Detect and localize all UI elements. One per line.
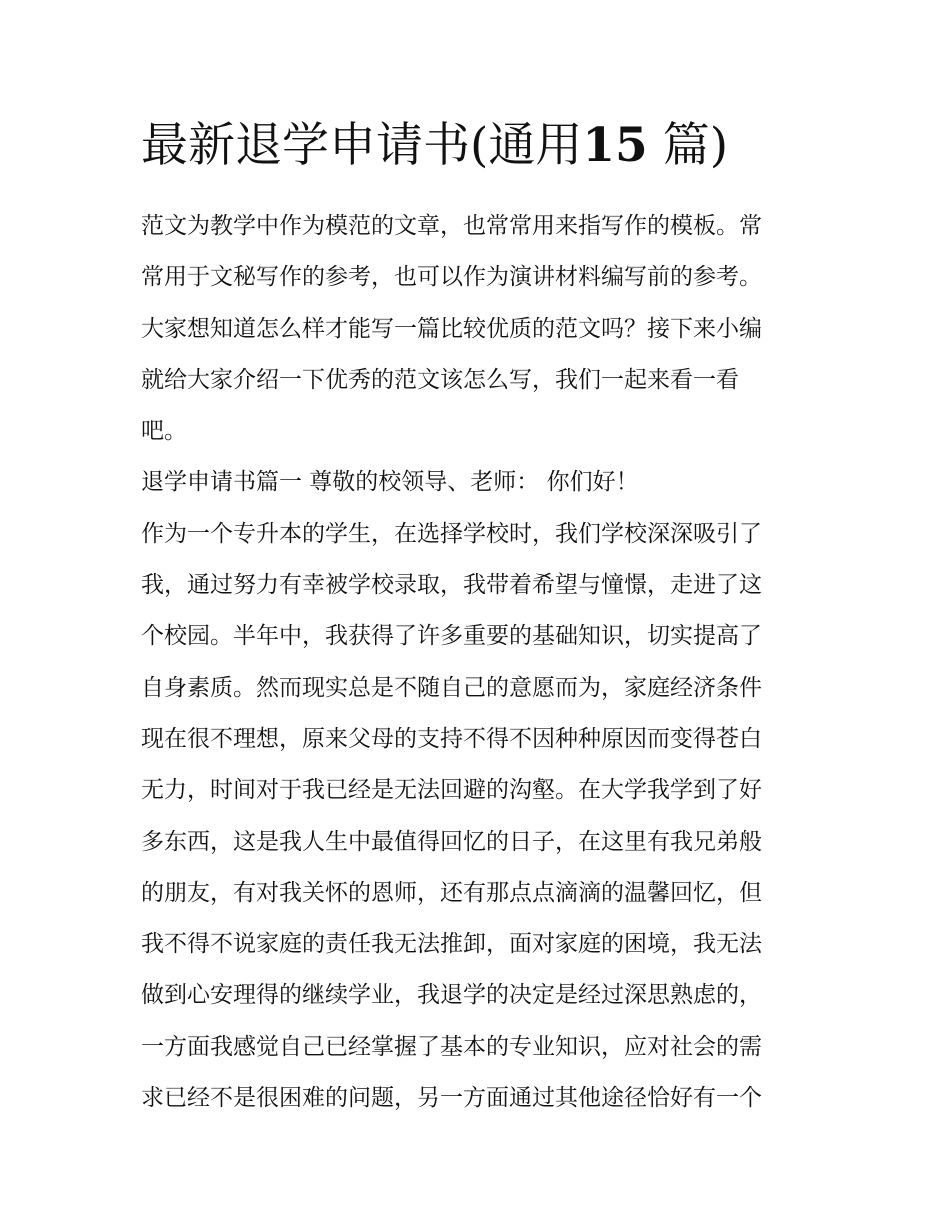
section-heading-line: 退学申请书篇一 尊敬的校领导、老师： 你们好！	[141, 469, 639, 496]
document-title	[141, 116, 728, 176]
text-line: 作为一个专升本的学生，在选择学校时，我们学校深深吸引了	[141, 520, 762, 547]
text-line: 无力，时间对于我已经是无法回避的沟壑。在大学我学到了好	[141, 777, 762, 804]
title-prefix: 最新退学申请书(通用	[141, 118, 583, 173]
text-line: 现在很不理想，原来父母的支持不得不因种种原因而变得苍白	[141, 725, 762, 752]
text-line: 做到心安理得的继续学业，我退学的决定是经过深思熟虑的，	[141, 982, 762, 1009]
text-line: 自身素质。然而现实总是不随自己的意愿而为，家庭经济条件	[141, 674, 762, 701]
text-line: 我不得不说家庭的责任我无法推卸，面对家庭的困境，我无法	[141, 931, 762, 958]
text-line: 一方面我感觉自己已经掌握了基本的专业知识，应对社会的需	[141, 1033, 762, 1060]
title-suffix: 篇)	[662, 118, 729, 173]
text-line: 多东西，这是我人生中最值得回忆的日子，在这里有我兄弟般	[141, 828, 762, 855]
document-body	[141, 201, 813, 1124]
text-line: 个校园。半年中，我获得了许多重要的基础知识，切实提高了	[141, 623, 762, 650]
text-line: 常用于文秘写作的参考，也可以作为演讲材料编写前的参考。	[141, 264, 762, 291]
text-line: 吧。	[141, 418, 187, 445]
text-line: 的朋友，有对我关怀的恩师，还有那点点滴滴的温馨回忆，但	[141, 879, 762, 906]
text-line: 大家想知道怎么样才能写一篇比较优质的范文吗？接下来小编	[141, 315, 762, 342]
text-line: 我，通过努力有幸被学校录取，我带着希望与憧憬，走进了这	[141, 572, 762, 599]
text-line: 就给大家介绍一下优秀的范文该怎么写，我们一起来看一看	[141, 366, 739, 393]
title-number: 15	[582, 118, 648, 173]
text-line: 求已经不是很困难的问题，另一方面通过其他途径恰好有一个	[141, 1085, 762, 1112]
text-line: 范文为教学中作为模范的文章，也常常用来指写作的模板。常	[141, 213, 762, 239]
